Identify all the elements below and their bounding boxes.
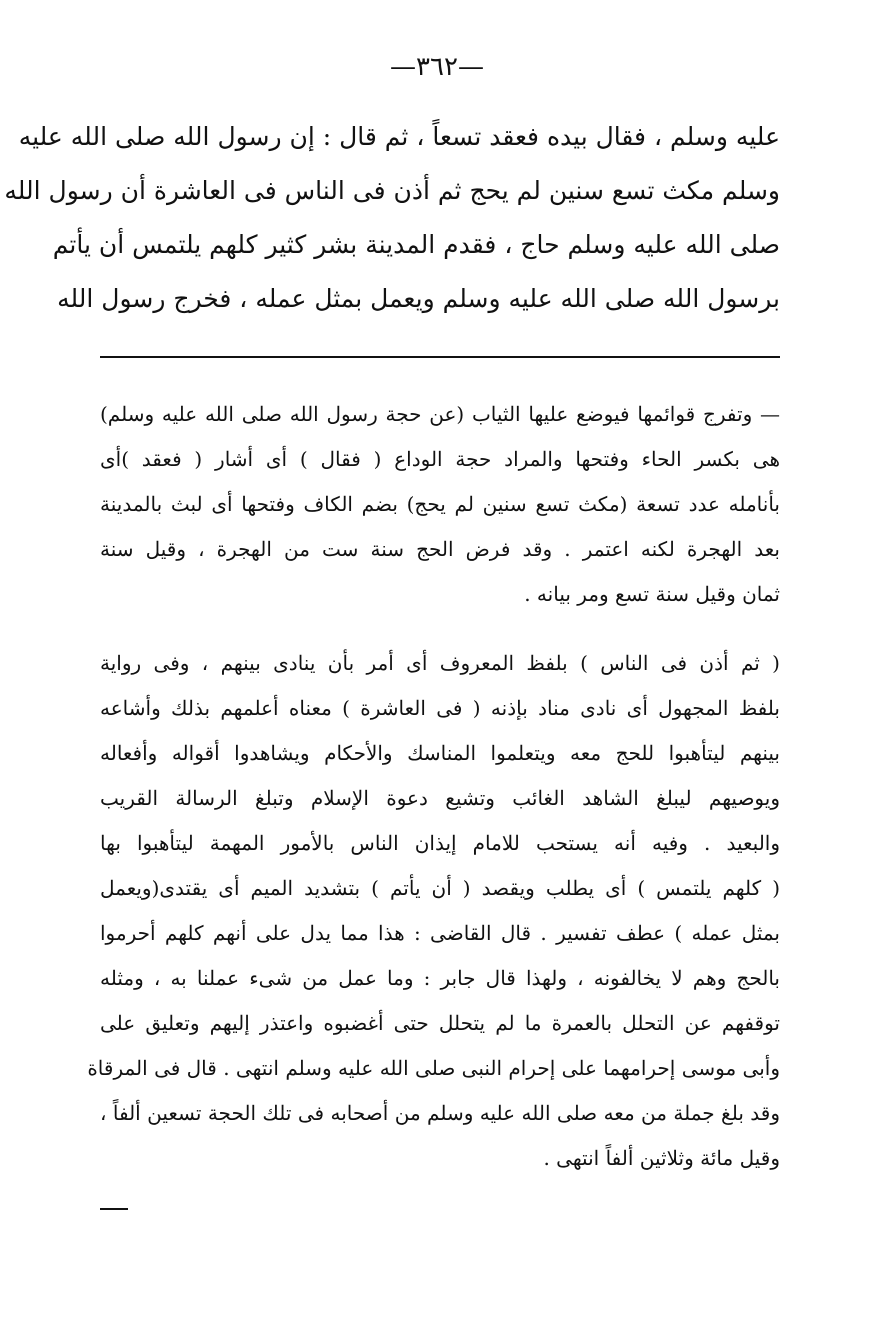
main-text-line: وسلم مكث تسع سنين لم يحج ثم أذن فى الناس فى العاشرة أن رسول الله bbox=[4, 176, 780, 205]
commentary-paragraph-1 bbox=[100, 392, 780, 617]
paragraph-gap bbox=[100, 617, 780, 641]
main-hadith-text bbox=[4, 110, 780, 326]
commentary-line: بلفظ المجهول أى نادى مناد بإذنه ( فى العاشرة ) معناه أعلمهم بذلك وأشاعه bbox=[100, 696, 780, 720]
commentary-line: ثمان وقيل سنة تسع ومر بيانه . bbox=[524, 582, 780, 606]
commentary-line: بمثل عمله ) عطف تفسير . قال القاضى : هذا مما يدل على أنهم كلهم أحرموا bbox=[100, 921, 780, 945]
commentary-line: وقيل مائة وثلاثين ألفاً انتهى . bbox=[543, 1146, 780, 1170]
commentary-line: هى بكسر الحاء وفتحها والمراد حجة الوداع ( فقال ) أى أشار ( فعقد )أى bbox=[100, 447, 780, 471]
commentary-line: ويوصيهم ليبلغ الشاهد الغائب وتشيع دعوة الإسلام وتبلغ الرسالة القريب bbox=[100, 786, 780, 810]
commentary-line: بأنامله عدد تسعة (مكث تسع سنين لم يحج) بضم الكاف وفتحها أى لبث بالمدينة bbox=[100, 492, 781, 516]
main-text-line: صلى الله عليه وسلم حاج ، فقدم المدينة بشر كثير كلهم يلتمس أن يأتم bbox=[52, 230, 780, 259]
commentary-section bbox=[87, 392, 781, 1181]
continuation-dash bbox=[100, 1208, 128, 1210]
commentary-line: بينهم ليتأهبوا للحج معه ويتعلموا المناسك والأحكام ويشاهدوا أقواله وأفعاله bbox=[100, 741, 780, 765]
commentary-line: — وتفرج قوائمها فيوضع عليها الثياب (عن حجة رسول الله صلى الله عليه وسلم) bbox=[100, 402, 780, 426]
main-text-line: برسول الله صلى الله عليه وسلم ويعمل بمثل عمله ، فخرج رسول الله bbox=[57, 284, 780, 313]
commentary-line: والبعيد . وفيه أنه يستحب للامام إيذان الناس بالأمور المهمة ليتأهبوا بها bbox=[100, 831, 780, 855]
commentary-line: وقد بلغ جملة من معه صلى الله عليه وسلم من أصحابه فى تلك الحجة تسعين ألفاً ، bbox=[100, 1101, 780, 1125]
section-divider bbox=[100, 356, 780, 358]
main-text-line: عليه وسلم ، فقال بيده فعقد تسعاً ، ثم قال : إن رسول الله صلى الله عليه bbox=[18, 122, 780, 151]
page-number: —٣٦٢— bbox=[390, 52, 484, 82]
commentary-line: بعد الهجرة لكنه اعتمر . وقد فرض الحج سنة ست من الهجرة ، وقيل سنة bbox=[100, 537, 780, 561]
commentary-paragraph-2 bbox=[87, 641, 780, 1181]
commentary-line: وأبى موسى إحرامهما على إحرام النبى صلى الله عليه وسلم انتهى . قال فى المرقاة bbox=[87, 1056, 780, 1080]
commentary-line: بالحج وهم لا يخالفونه ، ولهذا قال جابر : وما عمل من شىء عملنا به ، ومثله bbox=[100, 966, 780, 990]
commentary-line: توقفهم عن التحلل بالعمرة ما لم يتحلل حتى أغضبوه واعتذر إليهم وتعليق على bbox=[100, 1011, 780, 1035]
commentary-line: ( كلهم يلتمس ) أى يطلب ويقصد ( أن يأتم ) بتشديد الميم أى يقتدى(ويعمل bbox=[100, 876, 780, 900]
commentary-line: ( ثم أذن فى الناس ) بلفظ المعروف أى أمر بأن ينادى بينهم ، وفى رواية bbox=[100, 651, 780, 675]
